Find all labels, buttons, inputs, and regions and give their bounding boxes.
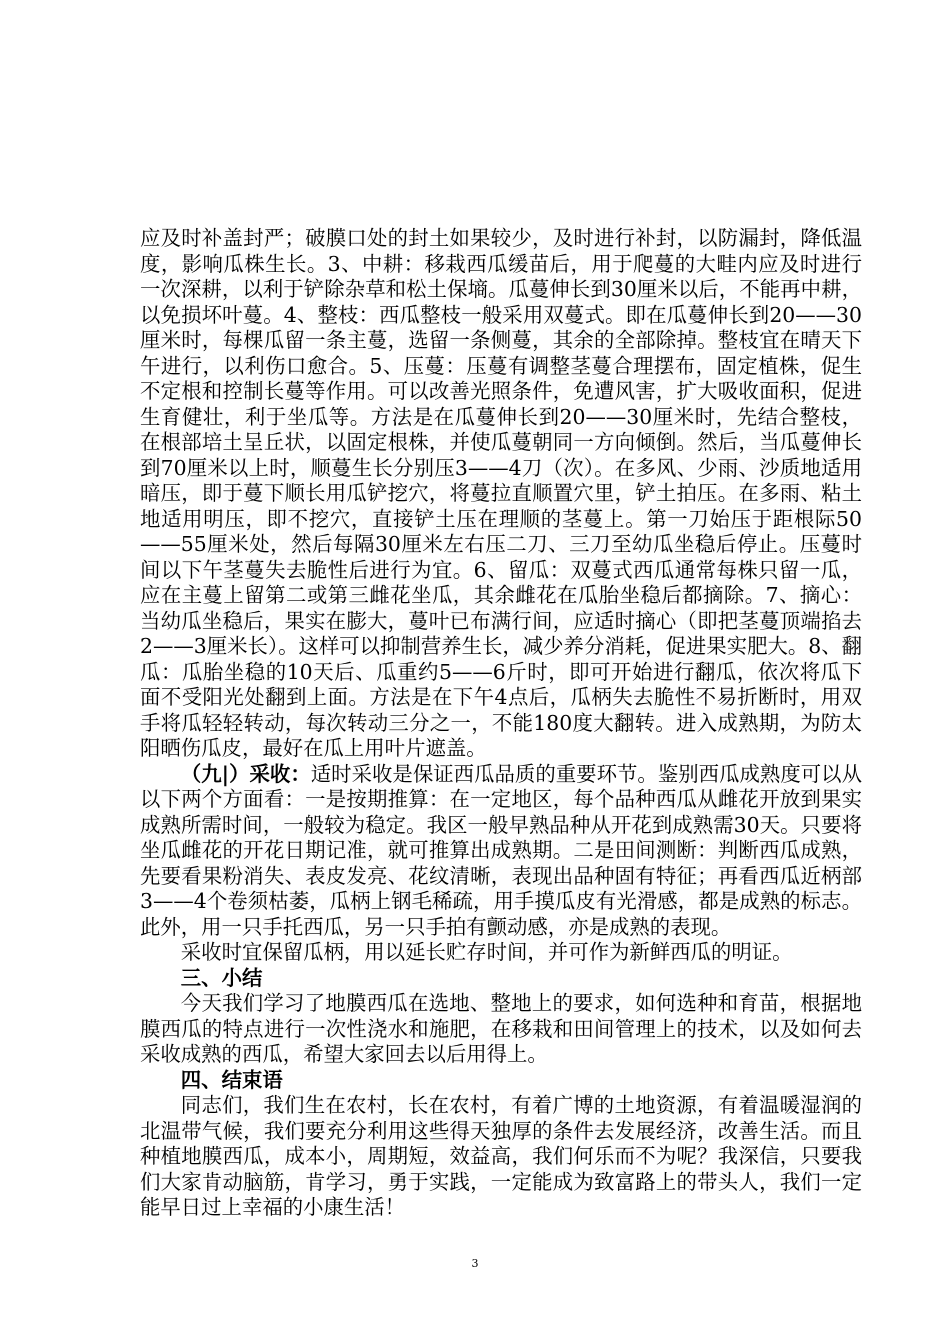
page-number: 3	[471, 1257, 479, 1270]
heading-closing: 四、结束语	[180, 1067, 283, 1092]
paragraph-field-management: 应及时补盖封严；破膜口处的封土如果较少，及时进行补封，以防漏封，降低温度，影响瓜株生长。3、中耕：移栽西瓜缓苗后，用于爬蔓的大畦内应及时进行一次深耕，以利于铲除杂草和松土保墒。瓜蔓伸长到30厘米以后，不能再中耕，以免损坏叶蔓。4、整枝：西瓜整枝一般采用双蔓式。即在瓜蔓伸长到20——30厘米时，每棵瓜留一条主蔓，选留一条侧蔓，其余的全部除掉。整枝宜在晴天下午进行，以利伤口愈合。5、压蔓：压蔓有调整茎蔓合理摆布，固定植株，促生不定根和控制长蔓等作用。可以改善光照条件，免遭风害，扩大吸收面积，促进生育健壮，利于坐瓜等。方法是在瓜蔓伸长到20——30厘米时，先结合整枝，在根部培土呈丘状，以固定根株，并使瓜蔓朝同一方向倾倒。然后，当瓜蔓伸长到70厘米以上时，顺蔓生长分别压3——4刀（次）。在多风、少雨、沙质地适用暗压，即于蔓下顺长用瓜铲挖穴，将蔓拉直顺置穴里，铲土拍压。在多雨、粘土地适用明压，即不挖穴，直接铲土压在理顺的茎蔓上。第一刀始压于距根际50——55厘米处，然后每隔30厘米左右压二刀、三刀至幼瓜坐稳后停止。压蔓时间以下午茎蔓失去脆性后进行为宜。6、留瓜：双蔓式西瓜通常每株只留一瓜，应在主蔓上留第二或第三雌花坐瓜，其余雌花在瓜胎坐稳后都摘除。7、摘心：当幼瓜坐稳后，果实在膨大，蔓叶已布满行间，应适时摘心（即把茎蔓顶端掐去2——3厘米长）。这样可以抑制营养生长，减少养分消耗，促进果实肥大。8、翻瓜：瓜胎坐稳的10天后、瓜重约5——6斤时，即可开始进行翻瓜，依次将瓜下面不受阳光处翻到上面。方法是在下午4点后，瓜柄失去脆性不易折断时，用双手将瓜轻轻转动，每次转动三分之一，不能180度大翻转。进入成熟期，为防太阳晒伤瓜皮，最好在瓜上用叶片遮盖。	[140, 226, 862, 760]
harvest-label: （九|）采收：	[180, 761, 311, 786]
document-page	[140, 226, 862, 1221]
paragraph-summary: 今天我们学习了地膜西瓜在选地、整地上的要求，如何选种和育苗，根据地膜西瓜的特点进行一次性浇水和施肥，在移栽和田间管理上的技术，以及如何去采收成熟的西瓜，希望大家回去以后用得上。	[140, 991, 862, 1066]
paragraph-closing: 同志们，我们生在农村，长在农村，有着广博的土地资源，有着温暖湿润的北温带气候，我们要充分利用这些得天独厚的条件去发展经济，改善生活。而且种植地膜西瓜，成本小，周期短，效益高，我们何乐而不为呢？我深信，只要我们大家肯动脑筋，肯学习，勇于实践，一定能成为致富路上的带头人，我们一定能早日过上幸福的小康生活！	[140, 1093, 862, 1219]
heading-summary: 三、小结	[180, 965, 263, 990]
harvest-body: 适时采收是保证西瓜品质的重要环节。鉴别西瓜成熟度可以从以下两个方面看：一是按期推算：在一定地区，每个品种西瓜从雌花开放到果实成熟所需时间，一般较为稳定。我区一般早熟品种从开花到成熟需30天。只要将坐瓜雌花的开花日期记准，就可推算出成熟期。二是田间测断：判断西瓜成熟，先要看果粉消失、表皮发亮、花纹清晰，表现出品种固有特征；再看西瓜近柄部3——4个卷须枯萎，瓜柄上钢毛稀疏，用手摸瓜皮有光滑感，都是成熟的标志。此外，用一只手托西瓜，另一只手拍有颤动感，亦是成熟的表现。	[140, 761, 862, 939]
paragraph-harvest-note: 采收时宜保留瓜柄，用以延长贮存时间，并可作为新鲜西瓜的明证。	[180, 940, 793, 964]
paragraph-harvest	[140, 762, 862, 941]
